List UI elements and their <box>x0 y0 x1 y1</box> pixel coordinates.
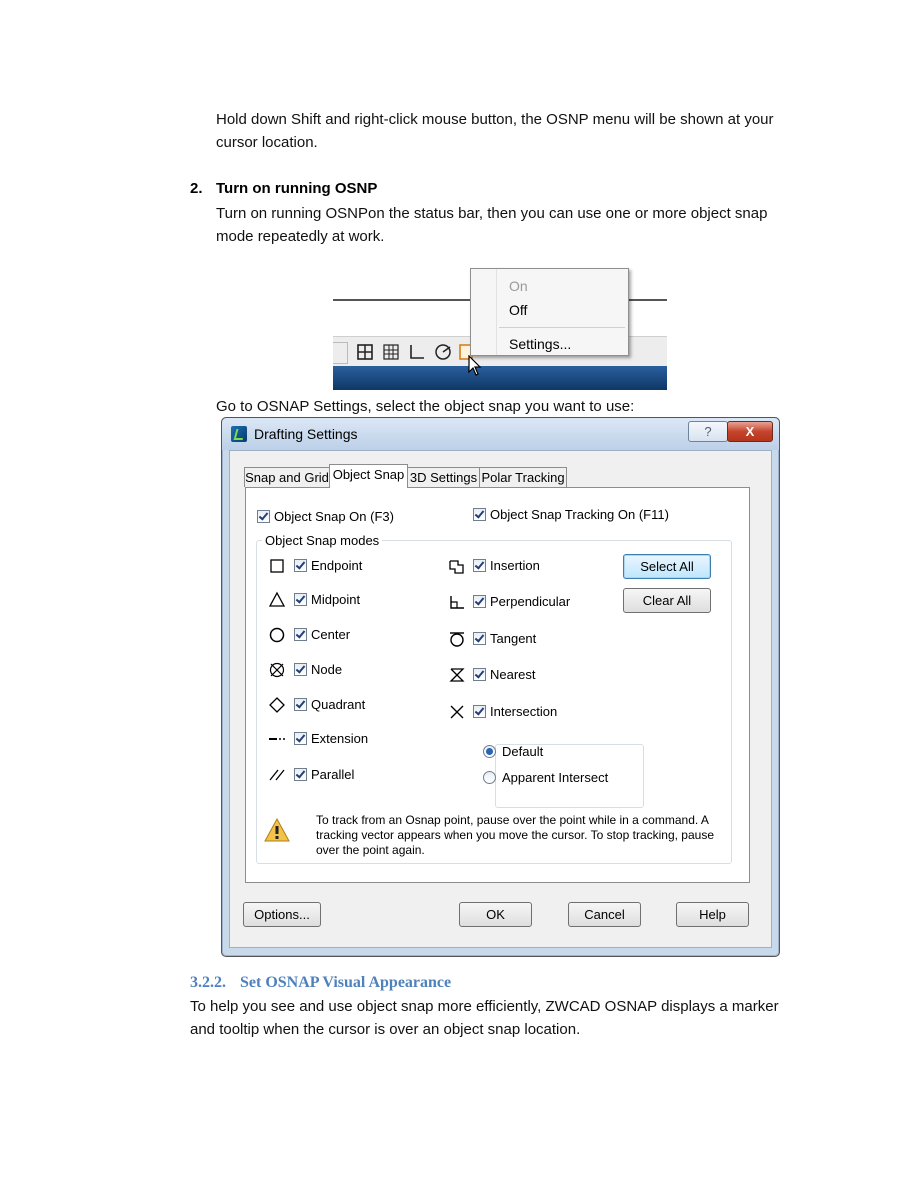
object-snap-on-label: Object Snap On (F3) <box>274 509 394 524</box>
grid-icon[interactable] <box>355 342 375 362</box>
endpoint-icon <box>268 557 286 575</box>
perpendicular-icon <box>448 593 466 611</box>
checkbox[interactable] <box>294 628 307 641</box>
node-checkbox[interactable] <box>294 662 342 677</box>
tab-polar-tracking[interactable]: Polar Tracking <box>479 467 567 487</box>
polar-icon[interactable] <box>433 342 453 362</box>
cancel-button[interactable]: Cancel <box>568 902 641 927</box>
parallel-checkbox[interactable] <box>294 767 354 782</box>
quadrant-checkbox[interactable] <box>294 697 365 712</box>
mode-label: Intersection <box>490 704 558 719</box>
radio-button[interactable] <box>483 745 496 758</box>
mode-label: Endpoint <box>311 558 363 573</box>
close-button[interactable]: X <box>727 421 773 442</box>
default-label: Default <box>502 744 544 759</box>
insertion-checkbox[interactable] <box>473 558 540 573</box>
tab-object-snap[interactable]: Object Snap <box>329 464 408 488</box>
checkbox[interactable] <box>294 663 307 676</box>
checkbox[interactable] <box>294 698 307 711</box>
dialog-titlebar[interactable] <box>222 418 779 450</box>
tangent-icon <box>448 630 466 648</box>
menu-gutter <box>496 269 497 355</box>
tangent-checkbox[interactable] <box>473 631 536 646</box>
group-title: Object Snap modes <box>262 533 382 548</box>
nearest-icon <box>448 666 466 684</box>
section-body: To help you see and use object snap more efficiently, ZWCAD OSNAP displays a marker and tooltip when the cursor is over an object snap location. <box>190 998 779 1038</box>
object-snap-tracking-checkbox[interactable] <box>473 507 669 522</box>
tracking-tip-text: To track from an Osnap point, pause over the point while in a command. A tracking vector appears when you move the cursor. To stop tracking, pause over the point again. <box>316 813 714 857</box>
context-menu-figure <box>333 266 667 390</box>
midpoint-icon <box>268 591 286 609</box>
app-icon <box>231 426 247 442</box>
tab-snap-and-grid[interactable]: Snap and Grid <box>244 467 330 487</box>
extension-icon <box>268 730 286 748</box>
dialog-client-area <box>229 450 772 948</box>
tab-3d-settings[interactable]: 3D Settings <box>407 467 480 487</box>
mode-label: Nearest <box>490 667 536 682</box>
endpoint-checkbox[interactable] <box>294 558 362 573</box>
extension-checkbox[interactable] <box>294 731 368 746</box>
mode-label: Perpendicular <box>490 594 571 609</box>
perpendicular-checkbox[interactable] <box>473 594 570 609</box>
checkbox[interactable] <box>473 668 486 681</box>
apparent-intersect-label: Apparent Intersect <box>502 770 609 785</box>
checkbox[interactable] <box>473 705 486 718</box>
radio-button[interactable] <box>483 771 496 784</box>
help-button[interactable]: Help <box>676 902 749 927</box>
section-title: Set OSNAP Visual Appearance <box>240 974 452 991</box>
intersection-icon <box>448 703 466 721</box>
osnap-context-menu <box>470 268 629 356</box>
clear-all-button[interactable]: Clear All <box>623 588 711 613</box>
taskbar <box>333 366 667 390</box>
mode-label: Node <box>311 662 343 677</box>
mode-label: Center <box>311 627 351 642</box>
mode-label: Midpoint <box>311 592 361 607</box>
dialog-title: Drafting Settings <box>254 426 358 442</box>
nearest-checkbox[interactable] <box>473 667 536 682</box>
drafting-settings-dialog <box>221 417 780 957</box>
mouse-cursor-icon <box>468 355 482 377</box>
checkbox[interactable] <box>473 595 486 608</box>
midpoint-checkbox[interactable] <box>294 592 360 607</box>
mode-label: Tangent <box>490 631 537 646</box>
mode-label: Parallel <box>311 767 355 782</box>
menu-separator <box>499 327 625 328</box>
checkbox[interactable] <box>473 559 486 572</box>
help-caption-button[interactable]: ? <box>688 421 728 442</box>
object-snap-tracking-label: Object Snap Tracking On (F11) <box>490 507 669 522</box>
mode-label: Quadrant <box>311 697 366 712</box>
default-radio[interactable] <box>483 744 543 759</box>
center-icon <box>268 626 286 644</box>
checkbox[interactable] <box>473 632 486 645</box>
menu-item-on[interactable]: On <box>509 278 528 294</box>
intersection-checkbox[interactable] <box>473 704 557 719</box>
menu-item-settings[interactable]: Settings... <box>509 336 572 352</box>
center-checkbox[interactable] <box>294 627 350 642</box>
checkbox[interactable] <box>257 510 270 523</box>
apparent-intersect-radio[interactable] <box>483 770 608 785</box>
checkbox[interactable] <box>294 768 307 781</box>
section-number: 3.2.2. <box>190 974 226 991</box>
snap-grid-icon[interactable] <box>381 342 401 362</box>
quadrant-icon <box>268 696 286 714</box>
figure-caption: Go to OSNAP Settings, select the object snap you want to use: <box>216 398 635 415</box>
checkbox[interactable] <box>294 593 307 606</box>
status-bar-edge <box>333 342 348 364</box>
mode-label: Insertion <box>490 558 540 573</box>
checkbox[interactable] <box>294 732 307 745</box>
select-all-button[interactable]: Select All <box>623 554 711 579</box>
step-number: 2. <box>190 180 203 197</box>
step-body: Turn on running OSNPon the status bar, then you can use one or more object snap mode repeatedly at work. <box>216 205 768 245</box>
intro-paragraph: Hold down Shift and right-click mouse button, the OSNP menu will be shown at your cursor location. <box>216 111 774 151</box>
ok-button[interactable]: OK <box>459 902 532 927</box>
mode-label: Extension <box>311 731 369 746</box>
object-snap-page <box>245 487 750 883</box>
warning-icon <box>264 818 290 842</box>
checkbox[interactable] <box>473 508 486 521</box>
section-heading <box>190 974 451 992</box>
menu-item-off[interactable]: Off <box>509 302 528 318</box>
object-snap-on-checkbox[interactable] <box>257 509 394 524</box>
parallel-icon <box>268 766 286 784</box>
node-icon <box>268 661 286 679</box>
step-title: Turn on running OSNP <box>216 180 378 197</box>
insertion-icon <box>448 557 466 575</box>
checkbox[interactable] <box>294 559 307 572</box>
options-button[interactable]: Options... <box>243 902 321 927</box>
ortho-icon[interactable] <box>407 342 427 362</box>
